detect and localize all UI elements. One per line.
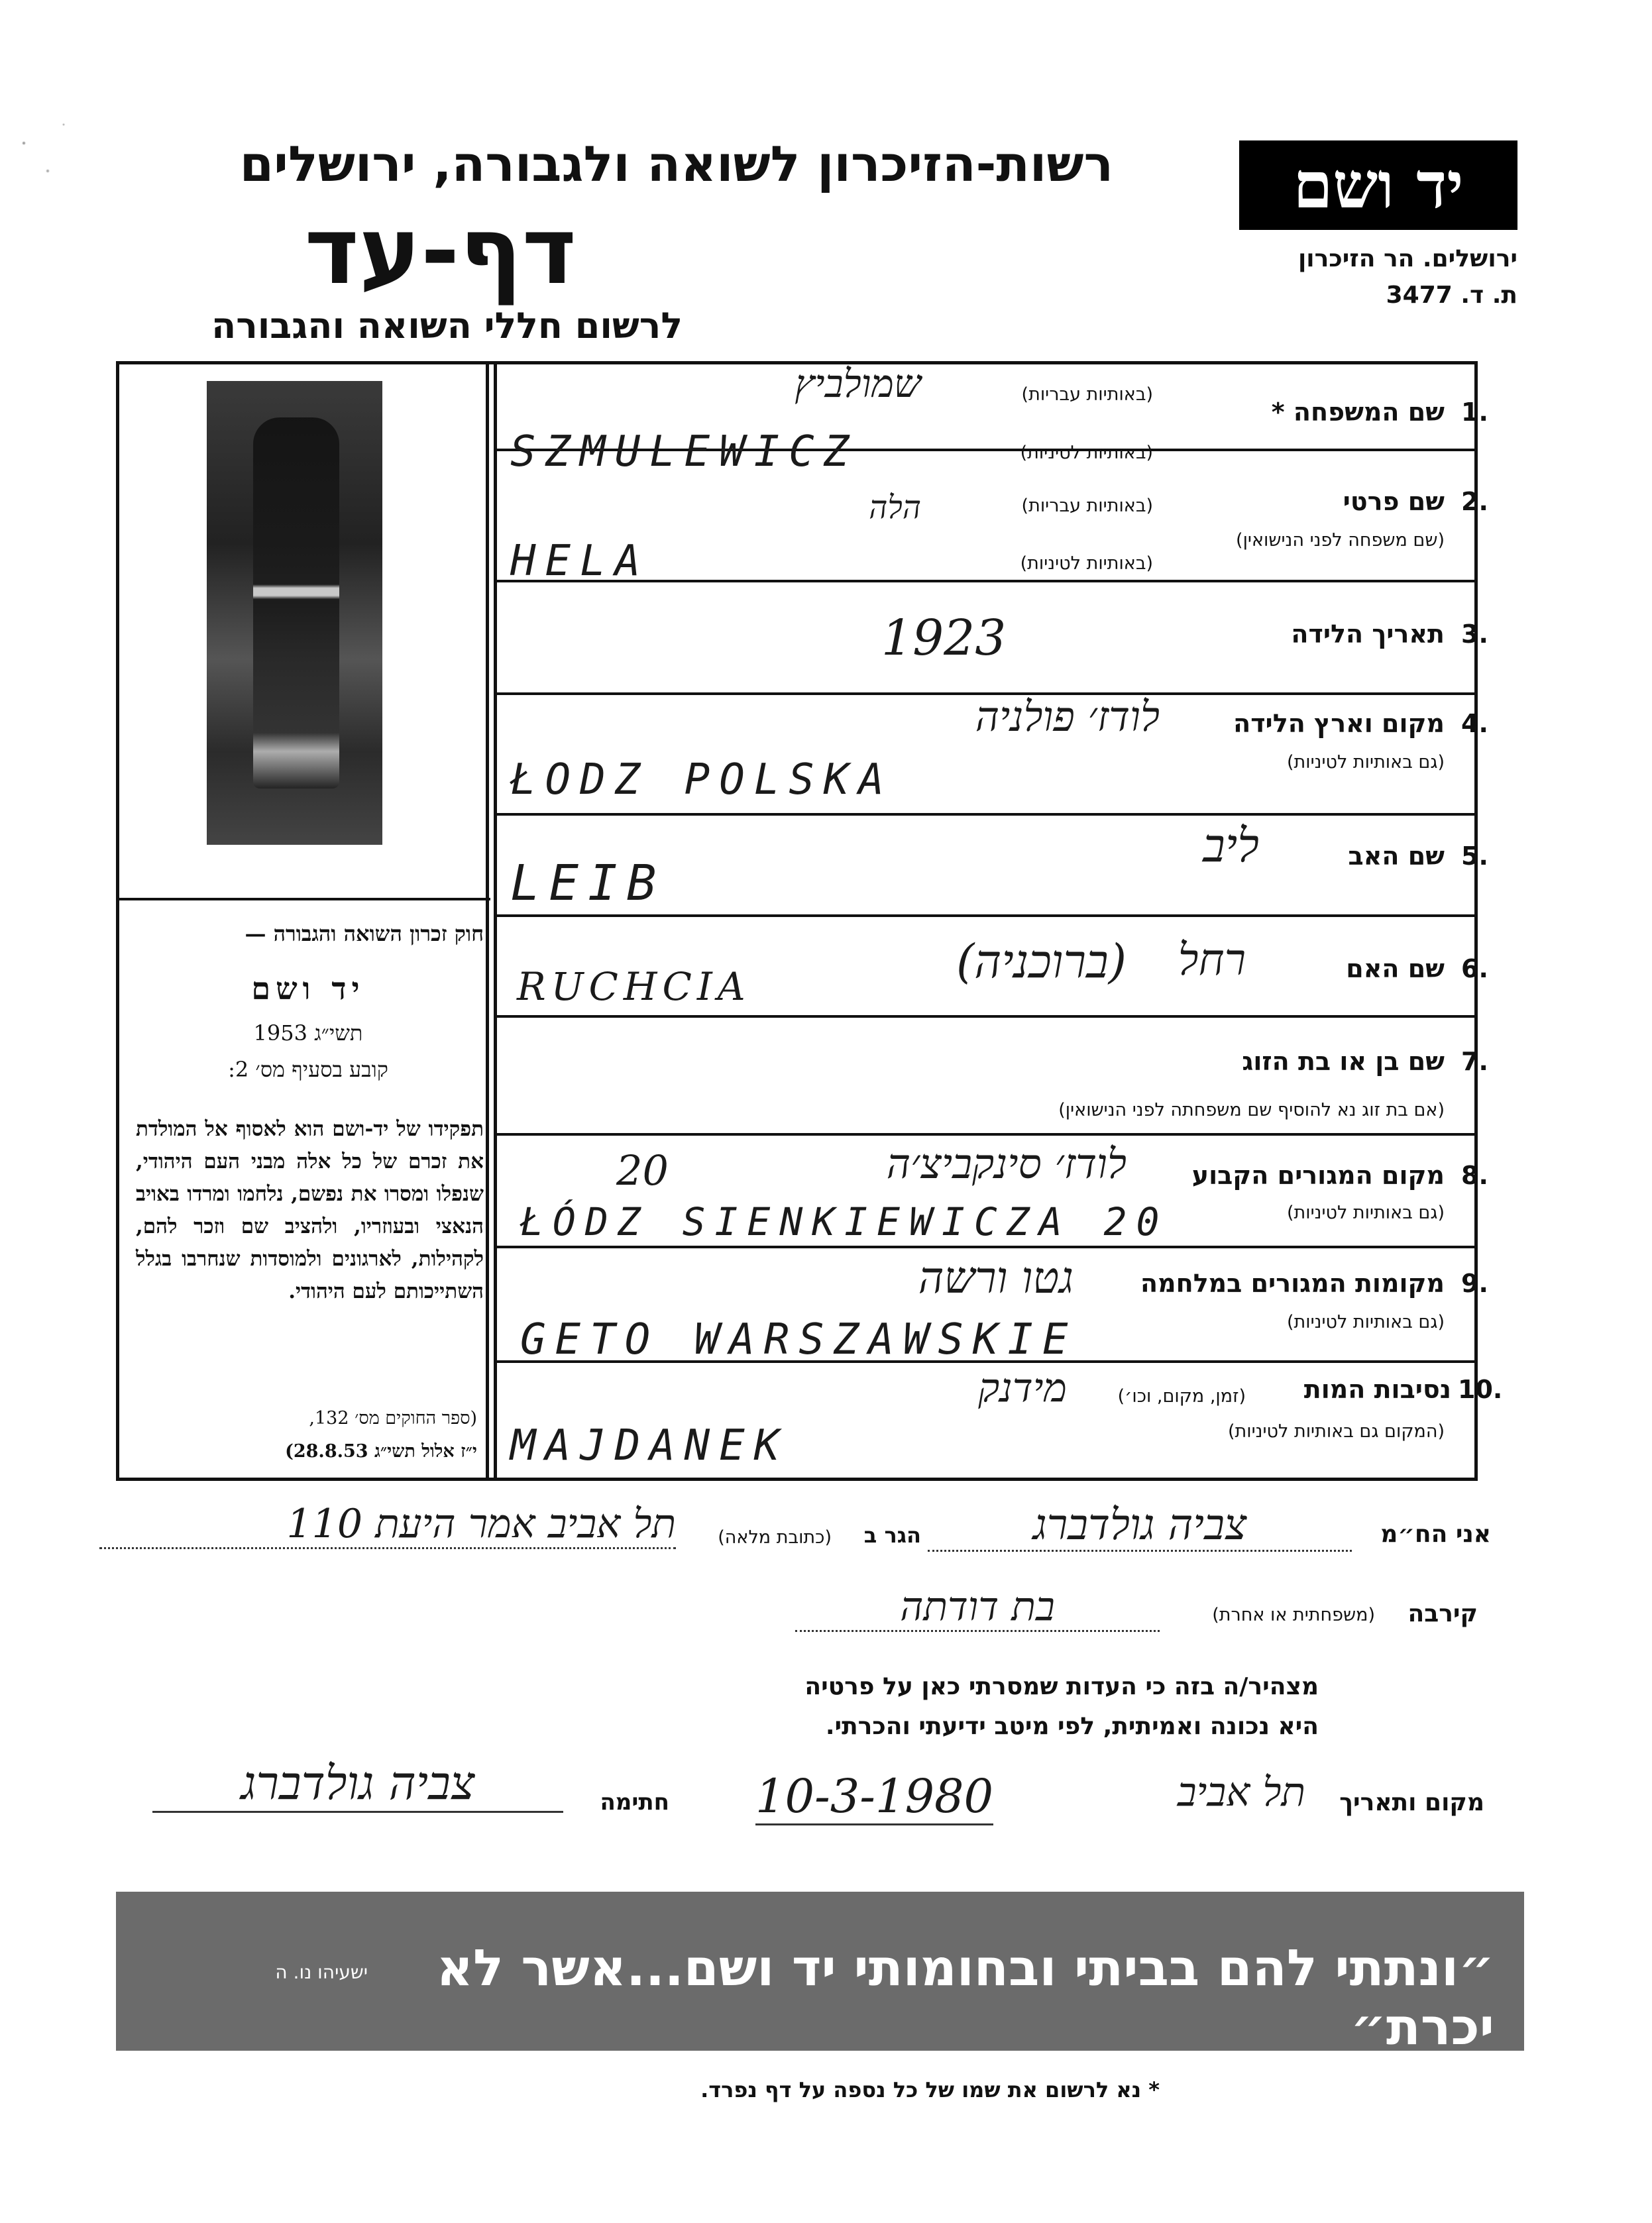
footnote: * נא לרשום את שמו של כל נספה על דף נפרד. — [700, 2077, 1160, 2102]
field-4-label: מקום וארץ הלידה — [1233, 709, 1445, 738]
field-9-latin-value[interactable]: GETO WARSZAWSKIE — [520, 1315, 1077, 1364]
banner-quote: ״ונתתי להם בביתי ובחומותי יד ושם...אשר לא יכרת״ — [436, 1938, 1494, 2056]
field-9-label: מקומות המגורים במלחמה — [1140, 1269, 1445, 1298]
field-2-hint-latin: (באותיות לטיניות) — [1020, 553, 1153, 574]
declarant-relation-hint: (משפחתית או אחרת) — [1212, 1605, 1375, 1625]
field-10-label: נסיבות המות — [1303, 1375, 1451, 1404]
field-7-note: (אם בת זוג נא להוסיף שם משפחתה לפני הנישואין) — [1058, 1100, 1445, 1120]
field-2-label: שם פרטי — [1343, 487, 1445, 516]
address-line-2: ת. ד. 3477 — [1386, 282, 1517, 309]
field-3-label: תאריך הלידה — [1291, 620, 1445, 649]
sign-place[interactable]: תל אביב — [1177, 1769, 1305, 1816]
field-4-hint: (גם באותיות לטיניות) — [1286, 752, 1445, 773]
field-6-number: 6. — [1461, 954, 1488, 983]
address-line-1: ירושלים. הר הזיכרון — [1297, 245, 1517, 272]
field-6-label: שם האם — [1346, 954, 1445, 983]
field-9-hebrew-value[interactable]: גטו ורשה — [918, 1252, 1074, 1303]
declarant-address-hint: (כתובת מלאה) — [718, 1527, 832, 1548]
field-3-value[interactable]: 1923 — [881, 610, 1007, 667]
quote-banner — [116, 1892, 1524, 2056]
field-2-note: (שם משפחה לפני הנישואין) — [1236, 530, 1445, 551]
law-name: יד ושם — [251, 971, 365, 1006]
field-10-hebrew-value[interactable]: מידנק — [978, 1365, 1067, 1411]
field-8-hebrew-value[interactable]: לודז׳ סינקביצ׳ה — [886, 1140, 1127, 1188]
field-5-latin-value[interactable]: LEIB — [510, 855, 666, 912]
field-2-latin-value[interactable]: HELA — [510, 537, 650, 586]
law-section: קובע בסעיף מס׳ 2: — [228, 1057, 388, 1082]
field-1-latin-value[interactable]: SZMULEWICZ — [510, 427, 859, 476]
field-8-latin-value[interactable]: ŁÓDZ SIENKIEWICZA 20 — [520, 1199, 1169, 1244]
field-10-latin-value[interactable]: MAJDANEK — [510, 1421, 789, 1470]
field-9-hint: (גם באותיות לטיניות) — [1286, 1312, 1445, 1332]
field-2-hebrew-value[interactable]: הלה — [869, 489, 921, 526]
field-5-label: שם האב — [1348, 841, 1445, 871]
field-10-number: 10. — [1458, 1375, 1503, 1404]
field-10-note-2: (המקום גם באותיות לטיניות) — [1227, 1421, 1445, 1442]
field-5-hebrew-value[interactable]: ליב — [1203, 818, 1259, 873]
declaration-line-1: מצהיר/ה בזה כי העדות שמסרתי כאן על פרטיה — [804, 1673, 1319, 1700]
yad-vashem-logo: יד ושם — [1239, 140, 1517, 230]
field-1-hint-hebrew: (באותיות עבריות) — [1021, 384, 1153, 405]
field-8-label: מקום המגורים הקבוע — [1191, 1161, 1445, 1190]
law-body: תפקידו של יד-ושם הוא לאסוף אל המולדת את זכרם של כל אלה מבני העם היהודי, שנפלו ומסרו את נפשם, נלחמו ומרדו באויב הנאצי ובעוזריו, ולהציב שם וזכר להם, לקהילות, לארגונים ולמוסדות שנחרבו בגלל השתייכותם לעם היהודי. — [136, 1117, 484, 1303]
victim-photo — [207, 381, 382, 845]
field-8-hebrew-number[interactable]: 20 — [616, 1146, 669, 1195]
field-10-note: (זמן, מקום, וכו׳) — [1117, 1386, 1246, 1407]
sign-date[interactable]: 10-3-1980 — [755, 1769, 993, 1825]
field-3-number: 3. — [1461, 620, 1488, 649]
field-4-number: 4. — [1461, 709, 1488, 738]
field-8-hint: (גם באותיות לטיניות) — [1286, 1203, 1445, 1223]
field-5-number: 5. — [1461, 841, 1488, 871]
field-6-latin-value[interactable]: RUCHCIA — [517, 964, 751, 1009]
scan-noise — [0, 106, 80, 199]
law-ref-1: (ספר החוקים מס׳ 132, — [309, 1408, 477, 1429]
field-1-hebrew-value[interactable]: שמולביץ — [795, 361, 921, 406]
declarant-i-label: אני הח״מ — [1380, 1521, 1491, 1548]
photo-figure — [253, 417, 339, 788]
declaration-line-2: היא נכונה ואמיתית, לפי מיטב ידיעתי והכרתי. — [825, 1713, 1319, 1740]
declarant-address[interactable]: תל אביב אמר היעת 110 — [99, 1501, 676, 1549]
field-2-number: 2. — [1461, 487, 1488, 516]
signature[interactable]: צביה גולדברג — [152, 1756, 563, 1813]
law-ref-2: י״ז אלול תשי״ג 28.8.53) — [285, 1441, 477, 1462]
field-6-hebrew-maiden[interactable]: (ברוכניה) — [956, 934, 1127, 989]
law-heading: חוק זכרון השואה והגבורה — — [245, 921, 484, 946]
law-year: תשי״ג 1953 — [253, 1020, 363, 1046]
declarant-relation[interactable]: בת דודתה — [795, 1584, 1160, 1632]
signature-label: חתימה — [600, 1789, 669, 1816]
place-date-label: מקום ותאריך — [1339, 1789, 1484, 1816]
field-7-label: שם בן או בת הזוג — [1242, 1047, 1445, 1076]
declarant-resides-label: הגר ב — [863, 1523, 921, 1548]
field-7-number: 7. — [1461, 1047, 1488, 1076]
field-1-hint-latin: (באותיות לטיניות) — [1020, 443, 1153, 463]
form-title: דף-עד — [304, 197, 577, 305]
field-9-number: 9. — [1461, 1269, 1488, 1298]
form-subtitle: לרשום חללי השואה והגבורה — [211, 305, 683, 347]
field-1-number: 1. — [1461, 398, 1488, 427]
field-1-label: שם המשפחה * — [1271, 398, 1445, 427]
declarant-relation-label: קירבה — [1407, 1600, 1478, 1627]
field-6-hebrew-value[interactable]: רחל — [1178, 934, 1246, 985]
field-4-latin-value[interactable]: ŁODZ POLSKA — [510, 755, 893, 804]
field-8-number: 8. — [1461, 1161, 1488, 1190]
field-4-hebrew-value[interactable]: לודז׳ פולניה — [975, 692, 1160, 741]
declarant-name[interactable]: צביה גולדברג — [928, 1501, 1352, 1552]
field-2-hint-hebrew: (באותיות עבריות) — [1021, 496, 1153, 516]
banner-source: ישעיהו נו. ה — [275, 1961, 368, 1983]
authority-heading: רשות-הזיכרון לשואה ולגבורה, ירושלים — [239, 136, 1113, 193]
